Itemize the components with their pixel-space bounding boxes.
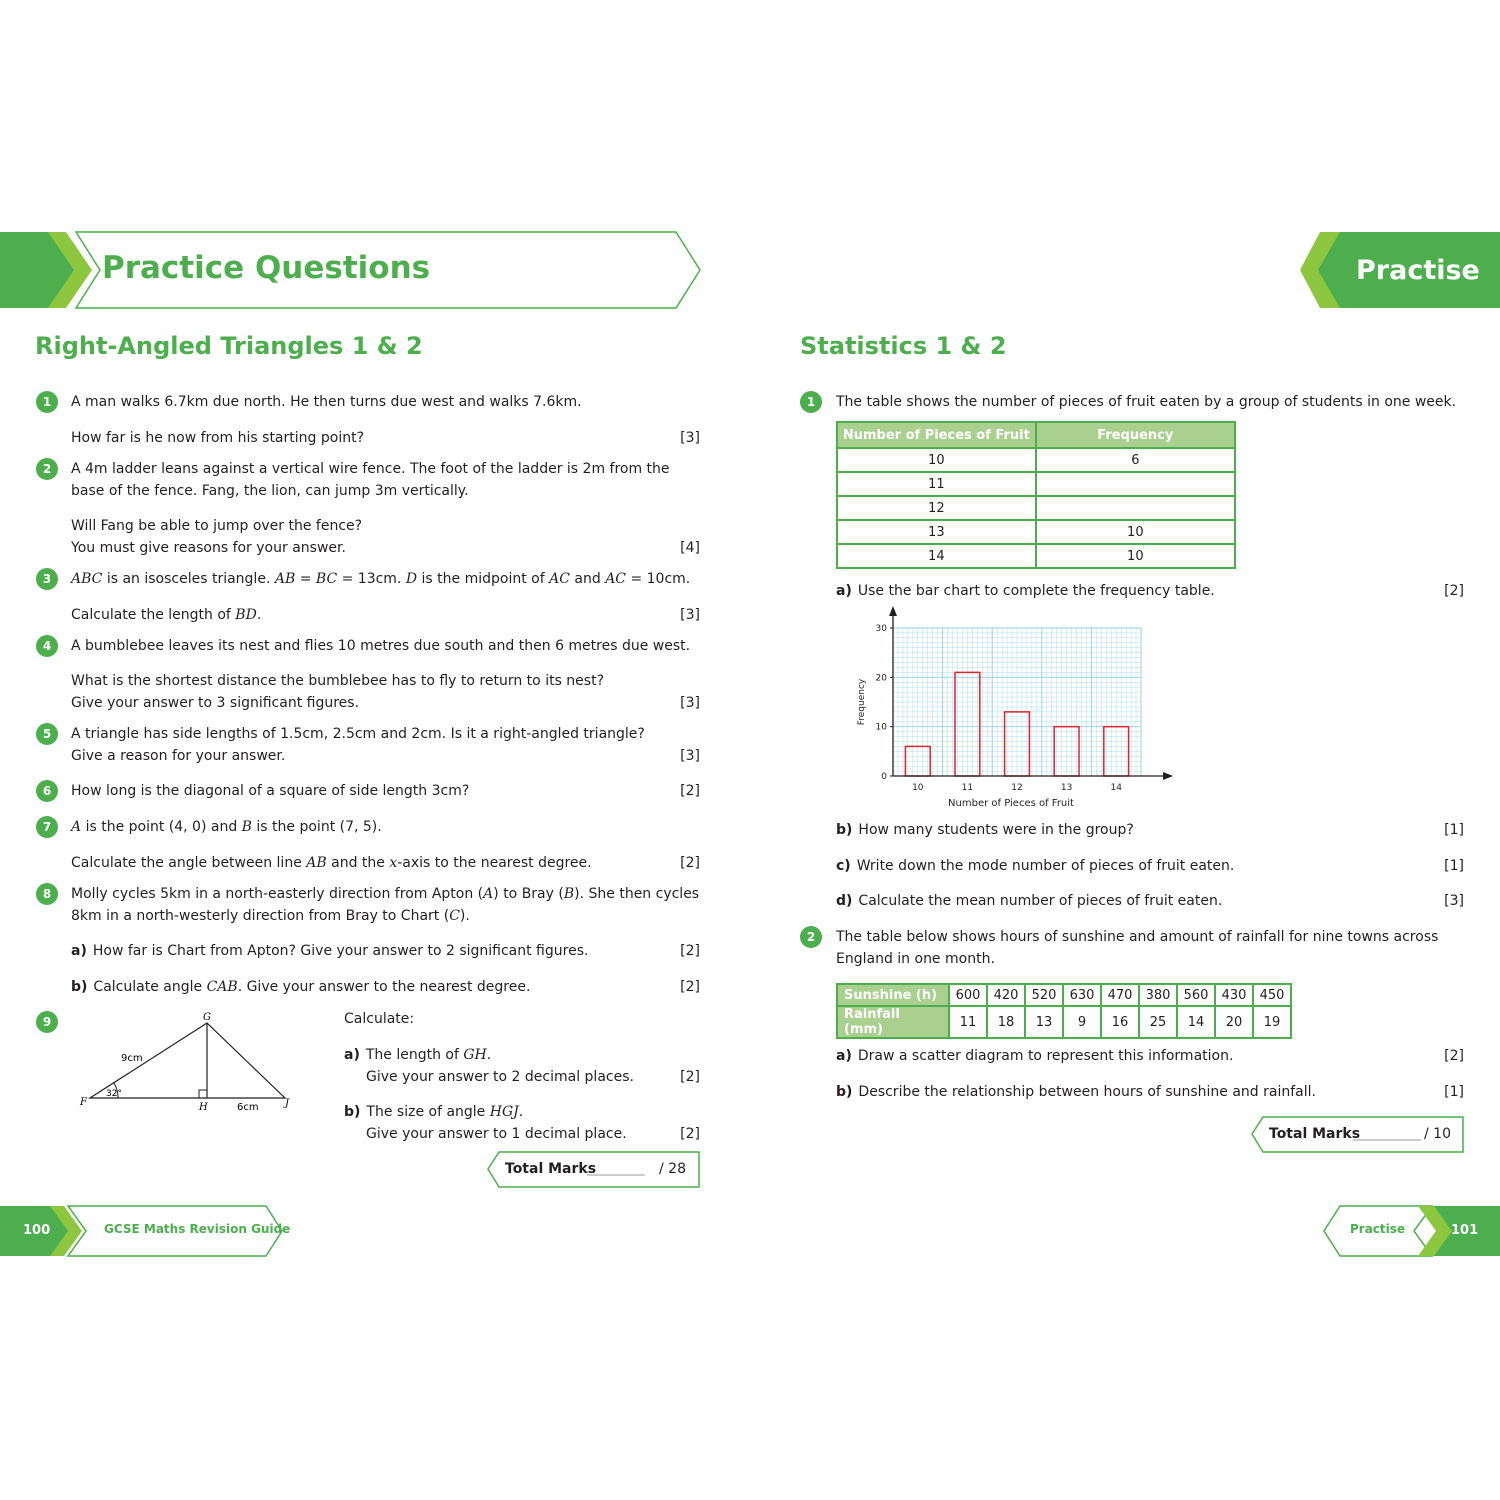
q8-part: ).: [459, 908, 470, 924]
question-7-marks: [2]: [680, 855, 700, 871]
table-cell: 18: [987, 1006, 1025, 1038]
x-tick-label: 13: [1060, 783, 1073, 793]
vertex-label-h: H: [199, 1102, 208, 1113]
math-bd: BD: [235, 607, 257, 623]
stats-q1a: [836, 580, 1215, 602]
math-b: B: [563, 886, 575, 902]
table-cell: 11: [949, 1006, 987, 1038]
math-d: D: [405, 571, 418, 587]
section-title-triangles: Right-Angled Triangles 1 & 2: [35, 332, 423, 360]
header-right-title: Practise: [1356, 255, 1480, 286]
question-1-text: A man walks 6.7km due north. He then turns due west and walks 7.6km.: [71, 394, 582, 410]
table-cell-blank[interactable]: [1036, 472, 1235, 496]
question-number-6: 6: [36, 780, 58, 802]
table-cell: 630: [1063, 984, 1101, 1006]
x-axis-label: Number of Pieces of Fruit: [948, 798, 1074, 809]
table-cell: 450: [1253, 984, 1291, 1006]
question-5-text: A triangle has side lengths of 1.5cm, 2.5cm and 2cm. Is it a right-angled triangle?: [71, 726, 645, 742]
y-tick-label: 30: [875, 624, 887, 634]
triangle-diagram: [75, 1008, 305, 1118]
part-label: b): [836, 822, 853, 838]
table-cell: 13: [837, 520, 1036, 544]
question-number-1: 1: [800, 391, 822, 413]
vertex-label-g: G: [203, 1012, 211, 1023]
question-3-text: [71, 568, 690, 590]
footer-section-title: Practise: [1350, 1222, 1406, 1236]
question-number-2: 2: [800, 926, 822, 948]
table-row: [837, 496, 1235, 520]
table-cell: 19: [1253, 1006, 1291, 1038]
q1a-text: Use the bar chart to complete the frequency table.: [857, 583, 1215, 599]
question-9a-line2: Give your answer to 2 decimal places.: [366, 1069, 634, 1085]
section-title-statistics: Statistics 1 & 2: [800, 332, 1007, 360]
page-number-right: 101: [1451, 1223, 1479, 1238]
question-4-marks: [3]: [680, 695, 700, 711]
question-2-text: A 4m ladder leans against a vertical wire fence. The foot of the ladder is 2m from the: [71, 461, 670, 477]
q9b-text: The size of angle: [366, 1104, 486, 1120]
q2b-text: Describe the relationship between hours of sunshine and rainfall.: [858, 1084, 1316, 1100]
question-number-5: 5: [36, 723, 58, 745]
question-7-text: [71, 816, 382, 838]
stats-q1a-marks: [2]: [1444, 583, 1464, 599]
q3-part: = 13cm.: [337, 571, 406, 587]
question-4-prompt: What is the shortest distance the bumblebee has to fly to return to its nest?: [71, 673, 605, 689]
q3-prompt-text: Calculate the length of: [71, 607, 231, 623]
q8b-text2: . Give your answer to the nearest degree.: [237, 979, 531, 995]
math-a: A: [71, 819, 82, 835]
fruit-frequency-table: [836, 421, 1236, 569]
question-2-prompt: Will Fang be able to jump over the fence?: [71, 518, 363, 534]
table-header: Frequency: [1036, 422, 1235, 448]
x-tick-label: 12: [1011, 783, 1023, 793]
q3-part: =: [295, 571, 316, 587]
question-number-1: 1: [36, 391, 58, 413]
question-6-text: How long is the diagonal of a square of side length 3cm?: [71, 783, 470, 799]
question-8a-marks: [2]: [680, 943, 700, 959]
part-label: d): [836, 893, 853, 909]
length-label-fg: 9cm: [121, 1053, 143, 1064]
question-6-marks: [2]: [680, 783, 700, 799]
stats-q1b-marks: [1]: [1444, 822, 1464, 838]
q3-part: = 10cm.: [626, 571, 691, 587]
math-a: A: [483, 886, 494, 902]
table-cell: 10: [1036, 520, 1235, 544]
table-cell: 16: [1101, 1006, 1139, 1038]
question-number-4: 4: [36, 635, 58, 657]
stats-q2-text: The table below shows hours of sunshine and amount of rainfall for nine towns across: [836, 929, 1439, 945]
total-marks-label: Total Marks: [505, 1161, 597, 1177]
question-9-calculate: Calculate:: [344, 1011, 415, 1027]
table-cell: 9: [1063, 1006, 1101, 1038]
math-gh: GH: [463, 1047, 487, 1063]
q1d-text: Calculate the mean number of pieces of fruit eaten.: [858, 893, 1223, 909]
part-label: a): [836, 583, 852, 599]
fruit-bar-chart: [850, 602, 1180, 812]
question-5-prompt: Give a reason for your answer.: [71, 748, 286, 764]
y-axis-label: Frequency: [857, 678, 867, 726]
total-marks-max: / 28: [659, 1161, 686, 1177]
math-ac: AC: [549, 571, 570, 587]
q9a-text: The length of: [365, 1047, 459, 1063]
math-b: B: [241, 819, 252, 835]
question-8b: [71, 976, 530, 998]
question-4-prompt-line2: Give your answer to 3 significant figures.: [71, 695, 360, 711]
table-cell: 6: [1036, 448, 1235, 472]
part-label: c): [836, 858, 851, 874]
question-number-3: 3: [36, 568, 58, 590]
math-ab: AB: [306, 855, 327, 871]
math-abc: ABC: [71, 571, 103, 587]
q8-part: ). She then cycles: [574, 886, 700, 902]
sunshine-rainfall-table: [836, 983, 1292, 1039]
q8-part: Molly cycles 5km in a north-easterly direction from Apton (: [71, 886, 484, 902]
math-hgj: HGJ: [489, 1104, 519, 1120]
stats-q2b: [836, 1081, 1316, 1103]
q1b-text: How many students were in the group?: [858, 822, 1134, 838]
question-3-prompt: [71, 604, 261, 626]
q7-part: is the point (4, 0) and: [81, 819, 242, 835]
question-2-marks: [4]: [680, 540, 700, 556]
y-tick-label: 10: [875, 722, 887, 733]
question-8-text: [71, 883, 699, 905]
x-axis-arrow: [1163, 772, 1173, 780]
y-axis-arrow: [889, 606, 897, 616]
stats-q1c-marks: [1]: [1444, 858, 1464, 874]
page-number-left: 100: [23, 1223, 51, 1238]
table-cell: 12: [837, 496, 1036, 520]
stats-q2b-marks: [1]: [1444, 1084, 1464, 1100]
part-label: a): [344, 1047, 360, 1063]
q9b-dot: .: [518, 1104, 524, 1120]
q8a-text: How far is Chart from Apton? Give your answer to 2 significant figures.: [92, 943, 589, 959]
table-cell: 13: [1025, 1006, 1063, 1038]
table-cell: 11: [837, 472, 1036, 496]
q3-part: is an isosceles triangle.: [102, 571, 275, 587]
question-number-8: 8: [36, 883, 58, 905]
table-cell: 10: [837, 448, 1036, 472]
math-bc: BC: [315, 571, 338, 587]
q7-part: Calculate the angle between line: [71, 855, 307, 871]
math-x: x: [389, 855, 398, 871]
table-cell: 600: [949, 984, 987, 1006]
q3-dot: .: [256, 607, 262, 623]
q8-part: 8km in a north-westerly direction from Bray to Chart (: [71, 908, 450, 924]
question-8b-marks: [2]: [680, 979, 700, 995]
stats-q1d: [836, 890, 1222, 912]
question-8-text-line2: [71, 905, 470, 927]
table-row: [837, 520, 1235, 544]
table-cell: 560: [1177, 984, 1215, 1006]
question-8a: [71, 940, 588, 962]
vertex-label-j: J: [285, 1098, 290, 1109]
q3-part: is the midpoint of: [417, 571, 550, 587]
row-header-rainfall: Rainfall (mm): [837, 1006, 949, 1038]
row-header-sunshine: Sunshine (h): [837, 984, 949, 1006]
math-c: C: [449, 908, 460, 924]
stats-q2-text-line2: England in one month.: [836, 951, 995, 967]
table-row: [837, 544, 1235, 568]
question-2-text-line2: base of the fence. Fang, the lion, can jump 3m vertically.: [71, 483, 469, 499]
q9a-dot: .: [486, 1047, 492, 1063]
math-ab: AB: [274, 571, 296, 587]
total-marks-label: Total Marks: [1269, 1126, 1361, 1142]
question-number-2: 2: [36, 458, 58, 480]
x-tick-label: 14: [1110, 783, 1122, 793]
question-9b: [344, 1101, 523, 1123]
table-cell: 380: [1139, 984, 1177, 1006]
table-row: [837, 1006, 1291, 1038]
part-label: b): [344, 1104, 361, 1120]
stats-q1b: [836, 819, 1134, 841]
question-number-7: 7: [36, 816, 58, 838]
table-cell: 25: [1139, 1006, 1177, 1038]
part-label: b): [836, 1084, 853, 1100]
stats-q2a: [836, 1045, 1233, 1067]
question-9a: [344, 1044, 491, 1066]
math-cab: CAB: [206, 979, 238, 995]
table-row: [837, 472, 1235, 496]
stats-q1d-marks: [3]: [1444, 893, 1464, 909]
q7-part: is the point (7, 5).: [251, 819, 382, 835]
stats-q1-text: The table shows the number of pieces of fruit eaten by a group of students in one week.: [836, 394, 1457, 410]
math-ac: AC: [605, 571, 627, 587]
question-5-marks: [3]: [680, 748, 700, 764]
y-tick-label: 20: [875, 673, 887, 684]
x-tick-label: 10: [912, 783, 924, 793]
question-9b-line2: Give your answer to 1 decimal place.: [366, 1126, 627, 1142]
q7-part: and the: [326, 855, 390, 871]
table-cell: 420: [987, 984, 1025, 1006]
question-7-prompt: [71, 852, 592, 874]
part-label: a): [71, 943, 87, 959]
table-cell-blank[interactable]: [1036, 496, 1235, 520]
y-tick-label: 0: [881, 772, 887, 782]
table-header: Number of Pieces of Fruit: [837, 422, 1036, 448]
table-cell: 470: [1101, 984, 1139, 1006]
part-label: b): [71, 979, 88, 995]
length-label-hj: 6cm: [237, 1102, 259, 1113]
question-1-prompt: How far is he now from his starting point?: [71, 430, 364, 446]
question-2-prompt-line2: You must give reasons for your answer.: [71, 540, 346, 556]
vertex-label-f: F: [80, 1097, 87, 1108]
q2a-text: Draw a scatter diagram to represent this information.: [857, 1048, 1234, 1064]
stats-q1c: [836, 855, 1234, 877]
table-cell: 430: [1215, 984, 1253, 1006]
x-tick-label: 11: [961, 783, 974, 793]
question-number-9: 9: [36, 1011, 58, 1033]
q8-part: ) to Bray (: [493, 886, 564, 902]
table-row: [837, 448, 1235, 472]
part-label: a): [836, 1048, 852, 1064]
table-cell: 520: [1025, 984, 1063, 1006]
q8b-text: Calculate angle: [93, 979, 203, 995]
total-marks-max: / 10: [1424, 1126, 1451, 1142]
table-cell: 14: [1177, 1006, 1215, 1038]
question-3-marks: [3]: [680, 607, 700, 623]
footer-book-title: GCSE Maths Revision Guide: [104, 1222, 291, 1236]
question-4-text: A bumblebee leaves its nest and flies 10 metres due south and then 6 metres due west.: [71, 638, 691, 654]
table-cell: 20: [1215, 1006, 1253, 1038]
question-9b-marks: [2]: [680, 1126, 700, 1142]
q3-part: and: [569, 571, 606, 587]
table-row: [837, 984, 1291, 1006]
page-title: Practice Questions: [102, 250, 431, 286]
q1c-text: Write down the mode number of pieces of fruit eaten.: [856, 858, 1235, 874]
table-cell: 10: [1036, 544, 1235, 568]
stats-q2a-marks: [2]: [1444, 1048, 1464, 1064]
q7-part: -axis to the nearest degree.: [397, 855, 592, 871]
table-cell: 14: [837, 544, 1036, 568]
angle-label: 32°: [106, 1089, 122, 1099]
question-1-marks: [3]: [680, 430, 700, 446]
question-9a-marks: [2]: [680, 1069, 700, 1085]
